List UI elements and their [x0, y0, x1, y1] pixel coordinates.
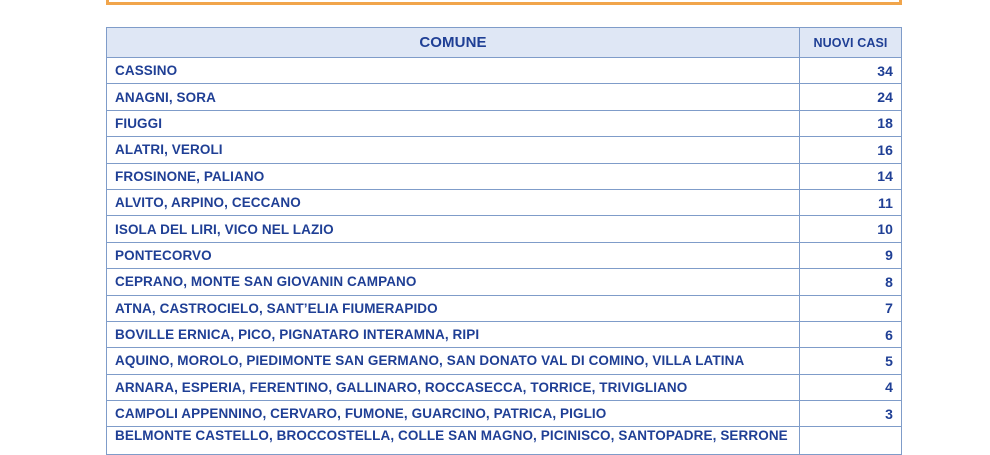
- table-row: [107, 401, 902, 427]
- nuovi-casi-cell: 18: [800, 110, 902, 136]
- nuovi-casi-cell: 4: [800, 374, 902, 400]
- nuovi-casi-cell: 34: [800, 58, 902, 84]
- table-row: [107, 348, 902, 374]
- comune-cell: BELMONTE CASTELLO, BROCCOSTELLA, COLLE SAN MAGNO, PICINISCO, SANTOPADRE, SERRONE: [107, 427, 800, 454]
- comune-cell: BOVILLE ERNICA, PICO, PIGNATARO INTERAMNA, RIPI: [107, 321, 800, 347]
- comune-cell: FIUGGI: [107, 110, 800, 136]
- cases-table-container: [106, 27, 901, 455]
- table-row: [107, 58, 902, 84]
- table-header-row: [107, 28, 902, 58]
- nuovi-casi-cell: 16: [800, 137, 902, 163]
- nuovi-casi-cell: 6: [800, 321, 902, 347]
- comune-cell: AQUINO, MOROLO, PIEDIMONTE SAN GERMANO, SAN DONATO VAL DI COMINO, VILLA LATINA: [107, 348, 800, 374]
- header-nuovi-casi: NUOVI CASI: [800, 28, 902, 58]
- nuovi-casi-cell: 5: [800, 348, 902, 374]
- nuovi-casi-cell: [800, 427, 902, 454]
- table-row: [107, 374, 902, 400]
- comune-cell: ATNA, CASTROCIELO, SANT’ELIA FIUMERAPIDO: [107, 295, 800, 321]
- comune-cell: PONTECORVO: [107, 242, 800, 268]
- nuovi-casi-cell: 24: [800, 84, 902, 110]
- table-row: [107, 427, 902, 454]
- comune-cell: CEPRANO, MONTE SAN GIOVANIN CAMPANO: [107, 269, 800, 295]
- nuovi-casi-cell: 11: [800, 189, 902, 215]
- nuovi-casi-cell: 7: [800, 295, 902, 321]
- nuovi-casi-cell: 10: [800, 216, 902, 242]
- nuovi-casi-cell: 14: [800, 163, 902, 189]
- comune-cell: CASSINO: [107, 58, 800, 84]
- table-row: [107, 84, 902, 110]
- table-row: [107, 163, 902, 189]
- comune-cell: ARNARA, ESPERIA, FERENTINO, GALLINARO, ROCCASECCA, TORRICE, TRIVIGLIANO: [107, 374, 800, 400]
- table-row: [107, 189, 902, 215]
- comune-cell: ALATRI, VEROLI: [107, 137, 800, 163]
- table-row: [107, 242, 902, 268]
- table-body: [107, 58, 902, 455]
- top-banner-frame: [106, 0, 902, 5]
- table-row: [107, 269, 902, 295]
- nuovi-casi-cell: 9: [800, 242, 902, 268]
- table-row: [107, 110, 902, 136]
- comune-cell: ALVITO, ARPINO, CECCANO: [107, 189, 800, 215]
- comune-cell: CAMPOLI APPENNINO, CERVARO, FUMONE, GUARCINO, PATRICA, PIGLIO: [107, 401, 800, 427]
- cases-table: [106, 27, 902, 455]
- nuovi-casi-cell: 3: [800, 401, 902, 427]
- table-row: [107, 295, 902, 321]
- comune-cell: FROSINONE, PALIANO: [107, 163, 800, 189]
- comune-cell: ANAGNI, SORA: [107, 84, 800, 110]
- table-row: [107, 216, 902, 242]
- comune-cell: ISOLA DEL LIRI, VICO NEL LAZIO: [107, 216, 800, 242]
- nuovi-casi-cell: 8: [800, 269, 902, 295]
- table-row: [107, 321, 902, 347]
- header-comune: COMUNE: [107, 28, 800, 58]
- table-row: [107, 137, 902, 163]
